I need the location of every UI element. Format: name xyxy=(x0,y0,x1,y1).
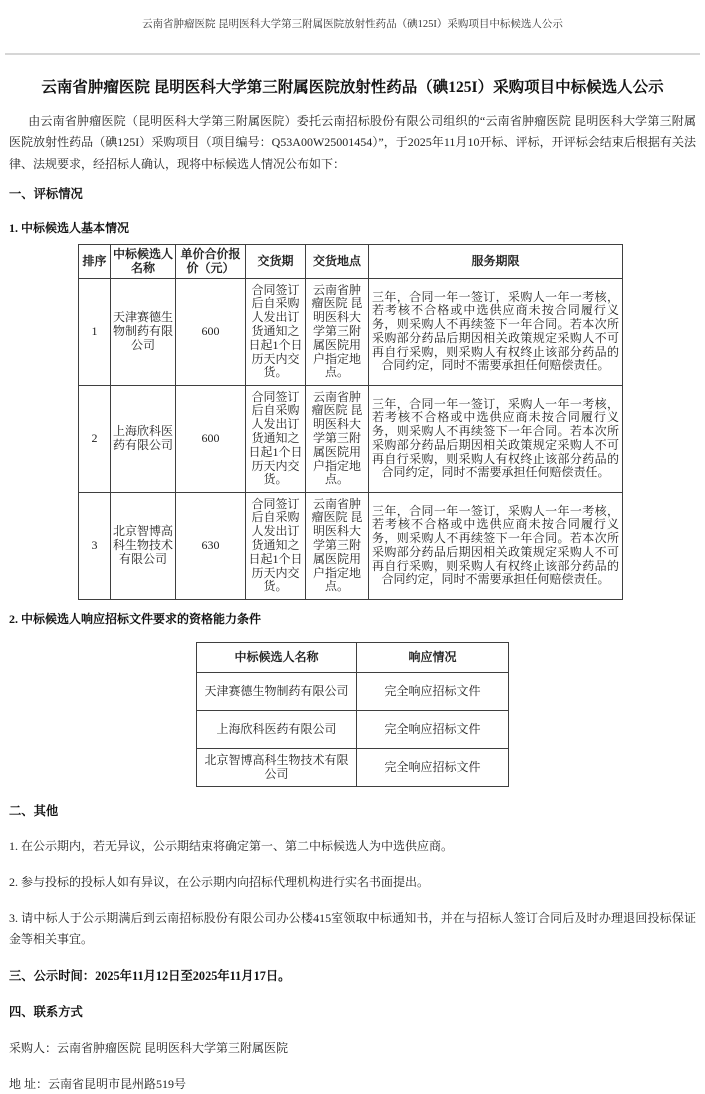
address-line: 地 址：云南省昆明市昆州路519号 xyxy=(9,1076,187,1091)
qualification-table-header-row xyxy=(197,642,509,672)
candidate-price: 600 xyxy=(176,385,246,492)
candidate-service-period: 三年，合同一年一签订，采购人一年一考核，若考核不合格或中选供应商未按合同履行义务，则采购人不再续签下一年合同。若本次所采购部分药品后期因相关政策规定采购人不可再自行采购，则采购人有权终止该部分药品的合同约定，同时不需要承担任何赔偿责任。 xyxy=(369,492,623,599)
qualification-name: 天津赛德生物制药有限公司 xyxy=(197,672,357,710)
candidate-name: 北京智博高科生物技术有限公司 xyxy=(111,492,176,599)
candidate-name: 天津赛德生物制药有限公司 xyxy=(111,278,176,385)
header-price: 单价合价报价（元） xyxy=(176,244,246,278)
qualification-name: 上海欣科医药有限公司 xyxy=(197,710,357,748)
candidate-delivery-time: 合同签订后自采购人发出订货通知之日起1个日历天内交货。 xyxy=(246,385,306,492)
header-delivery-place: 交货地点 xyxy=(306,244,369,278)
candidate-price: 630 xyxy=(176,492,246,599)
candidate-rank: 2 xyxy=(79,385,111,492)
header-delivery-time: 交货期 xyxy=(246,244,306,278)
section-evaluation-heading: 一、评标情况 xyxy=(9,186,83,201)
qualification-row xyxy=(197,748,509,786)
candidate-delivery-place: 云南省肿瘤医院 昆明医科大学第三附属医院用户指定地点。 xyxy=(306,385,369,492)
candidate-name: 上海欣科医药有限公司 xyxy=(111,385,176,492)
contact-heading: 四、联系方式 xyxy=(9,1004,83,1019)
candidates-table-header-row xyxy=(79,244,623,278)
candidate-delivery-place: 云南省肿瘤医院 昆明医科大学第三附属医院用户指定地点。 xyxy=(306,492,369,599)
qualification-row xyxy=(197,672,509,710)
qualification-response: 完全响应招标文件 xyxy=(357,710,509,748)
qualification-table xyxy=(196,642,509,787)
purchaser-line: 采购人：云南省肿瘤医院 昆明医科大学第三附属医院 xyxy=(9,1040,289,1055)
qualification-response: 完全响应招标文件 xyxy=(357,748,509,786)
candidate-rank: 1 xyxy=(79,278,111,385)
candidate-delivery-place: 云南省肿瘤医院 昆明医科大学第三附属医院用户指定地点。 xyxy=(306,278,369,385)
candidate-delivery-time: 合同签订后自采购人发出订货通知之日起1个日历天内交货。 xyxy=(246,492,306,599)
candidates-basic-heading: 1. 中标候选人基本情况 xyxy=(9,220,130,235)
candidate-service-period: 三年，合同一年一签订，采购人一年一考核，若考核不合格或中选供应商未按合同履行义务，则采购人不再续签下一年合同。若本次所采购部分药品后期因相关政策规定采购人不可再自行采购，则采购人有权终止该部分药品的合同约定，同时不需要承担任何赔偿责任。 xyxy=(369,278,623,385)
candidates-table xyxy=(78,244,623,600)
candidate-row xyxy=(79,278,623,385)
header-response: 响应情况 xyxy=(357,642,509,672)
document-title: 云南省肿瘤医院 昆明医科大学第三附属医院放射性药品（碘125I）采购项目中标候选人公示 xyxy=(41,79,664,96)
section-other-heading: 二、其他 xyxy=(9,803,59,818)
qualification-heading: 2. 中标候选人响应招标文件要求的资格能力条件 xyxy=(9,611,262,626)
header-divider xyxy=(5,53,700,55)
header-candidate-name: 中标候选人名称 xyxy=(197,642,357,672)
qualification-name: 北京智博高科生物技术有限公司 xyxy=(197,748,357,786)
other-item-3: 3. 请中标人于公示期满后到云南招标股份有限公司办公楼415室领取中标通知书，并在与招标人签订合同后及时办理退回投标保证金等相关事宜。 xyxy=(9,910,696,946)
header-rank: 排序 xyxy=(79,244,111,278)
header-service-period: 服务期限 xyxy=(369,244,623,278)
candidate-row xyxy=(79,385,623,492)
candidate-service-period: 三年，合同一年一签订，采购人一年一考核，若考核不合格或中选供应商未按合同履行义务，则采购人不再续签下一年合同。若本次所采购部分药品后期因相关政策规定采购人不可再自行采购，则采购人有权终止该部分药品的合同约定，同时不需要承担任何赔偿责任。 xyxy=(369,385,623,492)
qualification-row xyxy=(197,710,509,748)
candidate-delivery-time: 合同签订后自采购人发出订货通知之日起1个日历天内交货。 xyxy=(246,278,306,385)
qualification-response: 完全响应招标文件 xyxy=(357,672,509,710)
publicity-time-heading: 三、公示时间：2025年11月12日至2025年11月17日。 xyxy=(9,968,291,983)
candidate-price: 600 xyxy=(176,278,246,385)
candidate-row xyxy=(79,492,623,599)
intro-paragraph: 由云南省肿瘤医院（昆明医科大学第三附属医院）委托云南招标股份有限公司组织的“云南省肿瘤医院 昆明医科大学第三附属医院放射性药品（碘125I）采购项目（项目编号：Q53A00W25001454）”，于2025年11月10开标、评标，开评标会结束后根据有关法律、法规要求，经招标人确认，现将中标候选人情况公布如下： xyxy=(9,114,696,171)
header-candidate-name: 中标候选人名称 xyxy=(111,244,176,278)
document-body xyxy=(0,78,705,1094)
candidate-rank: 3 xyxy=(79,492,111,599)
other-item-2: 2. 参与投标的投标人如有异议，在公示期内向招标代理机构进行实名书面提出。 xyxy=(9,874,430,889)
page-header-title: 云南省肿瘤医院 昆明医科大学第三附属医院放射性药品（碘125I）采购项目中标候选人公示 xyxy=(142,19,563,30)
other-item-1: 1. 在公示期内，若无异议，公示期结束将确定第一、第二中标候选人为中选供应商。 xyxy=(9,838,454,853)
